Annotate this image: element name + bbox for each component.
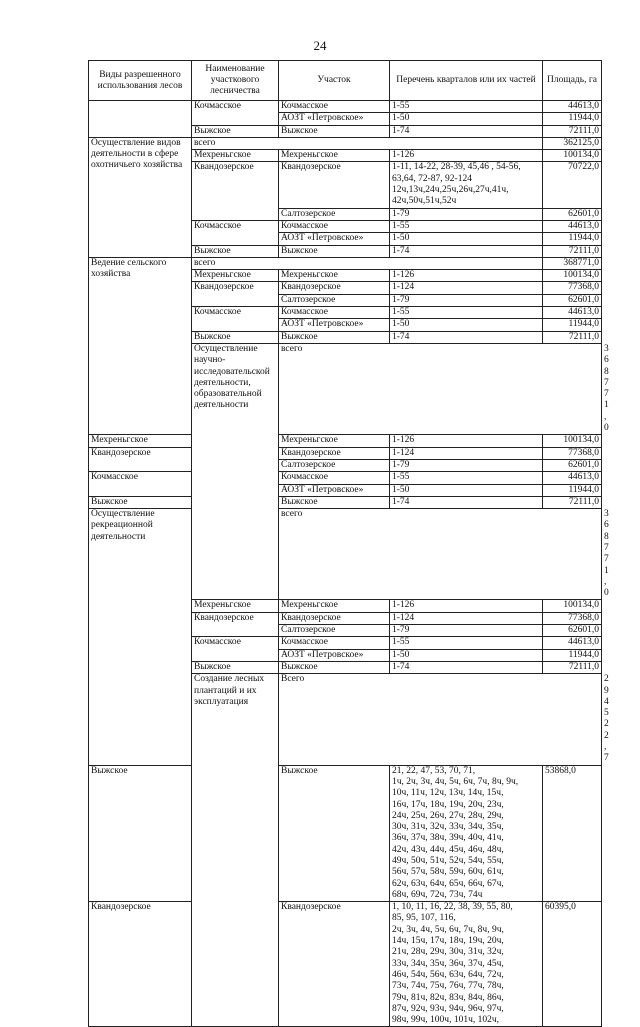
area-cell: 11944,0 bbox=[543, 233, 602, 245]
quarters-line: 1-124 bbox=[392, 282, 415, 293]
area-cell: 100134,0 bbox=[543, 435, 602, 447]
forestry-cell: Мехреньгское bbox=[192, 270, 279, 282]
area-cell: 11944,0 bbox=[543, 319, 602, 331]
quarters-line: 42ч,50ч,51ч,52ч bbox=[392, 196, 457, 207]
quarters-line: 73ч, 74ч, 75ч, 76ч, 77ч, 78ч, bbox=[392, 981, 504, 992]
quarters-line: 49ч, 50ч, 51ч, 52ч, 54ч, 55ч, bbox=[392, 856, 504, 866]
quarters-line: 1-55 bbox=[392, 307, 410, 318]
quarters-cell bbox=[390, 472, 543, 484]
quarters-cell bbox=[390, 282, 543, 294]
plot-cell: Кочмасское bbox=[279, 101, 390, 113]
table-row bbox=[89, 257, 602, 269]
quarters-cell bbox=[390, 101, 543, 113]
quarters-line: 98ч, 99ч, 100ч, 101ч, 102ч, bbox=[392, 1015, 500, 1026]
quarters-line: 1-55 bbox=[392, 220, 410, 231]
area-cell: 44613,0 bbox=[543, 101, 602, 113]
forestry-cell: Мехреньгское bbox=[192, 150, 279, 162]
total-label-cell: всего bbox=[192, 137, 543, 149]
table-header-row bbox=[89, 61, 602, 101]
use-type-cell bbox=[89, 101, 192, 138]
quarters-line: 1-74 bbox=[392, 496, 410, 507]
plot-cell: Квандозерское bbox=[279, 162, 390, 208]
quarters-line: 33ч, 34ч, 35ч, 36ч, 37ч, 45ч, bbox=[392, 958, 504, 969]
area-cell: 100134,0 bbox=[543, 600, 602, 612]
forestry-cell: Выжское bbox=[192, 661, 279, 673]
use-type-cell: Создание лесных плантаций и их эксплуатация bbox=[192, 674, 279, 1027]
quarters-line: 1-79 bbox=[392, 294, 410, 305]
plot-cell: Салтозерское bbox=[279, 625, 390, 637]
quarters-cell bbox=[390, 459, 543, 471]
table-row bbox=[89, 101, 602, 113]
quarters-line: 30ч, 31ч, 32ч, 33ч, 34ч, 35ч, bbox=[392, 822, 504, 833]
area-cell: 44613,0 bbox=[543, 472, 602, 484]
plot-cell: Мехреньгское bbox=[279, 150, 390, 162]
quarters-line: 1-11, 14-22, 28-39, 45,46 , 54-56, bbox=[392, 162, 521, 173]
quarters-line: 2ч, 3ч, 4ч, 5ч, 6ч, 7ч, 8ч, 9ч, bbox=[392, 924, 504, 935]
table-row bbox=[89, 765, 602, 902]
plot-cell: Квандозерское bbox=[279, 612, 390, 624]
forestry-cell: Кочмасское bbox=[192, 637, 279, 662]
quarters-line: 1-50 bbox=[392, 484, 410, 495]
forestry-cell: Квандозерское bbox=[192, 282, 279, 307]
plot-cell: Выжское bbox=[279, 331, 390, 343]
quarters-line: 1-124 bbox=[392, 612, 415, 623]
quarters-cell bbox=[390, 600, 543, 612]
area-cell: 77368,0 bbox=[543, 612, 602, 624]
quarters-line: 1-55 bbox=[392, 472, 410, 483]
quarters-line: 21, 22, 47, 53, 70, 71, bbox=[392, 765, 476, 776]
total-label-cell: всего bbox=[279, 343, 602, 434]
forestry-cell: Выжское bbox=[192, 331, 279, 343]
header-forestry: Наименование участкового лесничества bbox=[192, 61, 279, 101]
plot-cell: Квандозерское bbox=[279, 447, 390, 459]
page-number: 24 bbox=[313, 38, 327, 53]
forestry-cell: Квандозерское bbox=[89, 447, 192, 472]
plot-cell: АОЗТ «Петровское» bbox=[279, 649, 390, 661]
quarters-cell bbox=[390, 150, 543, 162]
quarters-line: 1-79 bbox=[392, 625, 410, 636]
plot-cell: Кочмасское bbox=[279, 220, 390, 232]
plot-cell: Мехреньгское bbox=[279, 435, 390, 447]
forestry-cell: Мехреньгское bbox=[89, 435, 192, 447]
plot-cell: Кочмасское bbox=[279, 637, 390, 649]
plot-cell: Мехреньгское bbox=[279, 270, 390, 282]
area-cell: 44613,0 bbox=[543, 637, 602, 649]
area-cell: 72111,0 bbox=[543, 331, 602, 343]
area-cell: 11944,0 bbox=[543, 484, 602, 496]
quarters-line: 1-126 bbox=[392, 435, 415, 446]
area-cell: 44613,0 bbox=[543, 307, 602, 319]
area-cell: 62601,0 bbox=[543, 459, 602, 471]
quarters-line: 46ч, 54ч, 56ч, 63ч, 64ч, 72ч, bbox=[392, 969, 504, 980]
quarters-line: 1-79 bbox=[392, 208, 410, 219]
quarters-line: 1-55 bbox=[392, 101, 410, 111]
quarters-line: 87ч, 92ч, 93ч, 94ч, 96ч, 97ч, bbox=[392, 1003, 504, 1014]
quarters-cell bbox=[390, 612, 543, 624]
header-area: Площадь, га bbox=[543, 61, 602, 101]
area-cell: 362125,0 bbox=[543, 137, 602, 149]
plot-cell: Мехреньгское bbox=[279, 600, 390, 612]
forestry-cell: Кочмасское bbox=[192, 307, 279, 332]
plot-cell: Квандозерское bbox=[279, 902, 390, 1027]
quarters-line: 1-124 bbox=[392, 447, 415, 458]
quarters-line: 62ч, 63ч, 64ч, 65ч, 66ч, 67ч, bbox=[392, 878, 504, 889]
quarters-line: 79ч, 81ч, 82ч, 83ч, 84ч, 86ч, bbox=[392, 992, 504, 1003]
total-label-cell: всего bbox=[279, 509, 602, 600]
area-cell: 72111,0 bbox=[543, 245, 602, 257]
plot-cell: Кочмасское bbox=[279, 307, 390, 319]
table-row: Осуществление научно-исследовательской деятельности, образовательной деятельности всего 368771,0 bbox=[89, 343, 602, 434]
quarters-cell bbox=[390, 902, 543, 1027]
quarters-line: 10ч, 11ч, 12ч, 13ч, 14ч, 15ч, bbox=[392, 788, 504, 799]
area-cell: 100134,0 bbox=[543, 150, 602, 162]
quarters-cell bbox=[390, 331, 543, 343]
area-cell: 77368,0 bbox=[543, 447, 602, 459]
quarters-cell bbox=[390, 294, 543, 306]
plot-cell: АОЗТ «Петровское» bbox=[279, 484, 390, 496]
quarters-line: 1-74 bbox=[392, 331, 410, 342]
quarters-line: 1-126 bbox=[392, 600, 415, 611]
plot-cell: АОЗТ «Петровское» bbox=[279, 319, 390, 331]
header-use: Виды разрешенного использования лесов bbox=[89, 61, 192, 101]
plot-cell: Салтозерское bbox=[279, 294, 390, 306]
area-cell: 72111,0 bbox=[543, 661, 602, 673]
quarters-cell bbox=[390, 484, 543, 496]
area-cell: 62601,0 bbox=[543, 294, 602, 306]
header-quarters: Перечень кварталов или их частей bbox=[390, 61, 543, 101]
quarters-line: 85, 95, 107, 116, bbox=[392, 913, 456, 924]
quarters-line: 1-74 bbox=[392, 245, 410, 256]
forestry-cell: Выжское bbox=[192, 245, 279, 257]
forestry-cell: Квандозерское bbox=[89, 902, 192, 1027]
plot-cell: Кочмасское bbox=[279, 472, 390, 484]
quarters-cell bbox=[390, 125, 543, 137]
area-cell: 62601,0 bbox=[543, 208, 602, 220]
forestry-cell: Квандозерское bbox=[192, 162, 279, 220]
area-cell: 368771,0 bbox=[543, 257, 602, 269]
forestry-cell: Квандозерское bbox=[192, 612, 279, 637]
quarters-line: 12ч,13ч,24ч,25ч,26ч,27ч,41ч, bbox=[392, 185, 509, 196]
quarters-cell bbox=[390, 113, 543, 125]
quarters-cell bbox=[390, 447, 543, 459]
plot-cell: Выжское bbox=[279, 765, 390, 902]
forestry-cell: Кочмасское bbox=[192, 220, 279, 245]
quarters-line: 1-50 bbox=[392, 319, 410, 330]
plot-cell: Выжское bbox=[279, 661, 390, 673]
plot-cell: Салтозерское bbox=[279, 208, 390, 220]
table-row bbox=[89, 435, 602, 447]
plot-cell: Выжское bbox=[279, 496, 390, 508]
quarters-line: 36ч, 37ч, 38ч, 39ч, 40ч, 41ч, bbox=[392, 833, 504, 844]
plot-cell: Выжское bbox=[279, 245, 390, 257]
use-type-cell: Осуществление научно-исследовательской деятельности, образовательной деятельности bbox=[192, 343, 279, 600]
area-cell: 77368,0 bbox=[543, 282, 602, 294]
quarters-cell bbox=[390, 496, 543, 508]
quarters-line: 1, 10, 11, 16, 22, 38, 39, 55, 80, bbox=[392, 902, 513, 913]
table-row bbox=[89, 472, 602, 484]
area-cell: 11944,0 bbox=[543, 649, 602, 661]
use-type-cell: Осуществление видов деятельности в сфере охотничьего хозяйства bbox=[89, 137, 192, 257]
quarters-cell bbox=[390, 637, 543, 649]
plot-cell: Выжское bbox=[279, 125, 390, 137]
table-row bbox=[89, 902, 602, 1027]
quarters-cell bbox=[390, 307, 543, 319]
quarters-line: 1-126 bbox=[392, 150, 415, 161]
header-plot: Участок bbox=[279, 61, 390, 101]
quarters-cell bbox=[390, 162, 543, 208]
quarters-line: 56ч, 57ч, 58ч, 59ч, 60ч, 61ч, bbox=[392, 867, 504, 878]
quarters-line: 24ч, 25ч, 26ч, 27ч, 28ч, 29ч, bbox=[392, 810, 504, 821]
quarters-line: 1-55 bbox=[392, 637, 410, 648]
quarters-line: 16ч, 17ч, 18ч, 19ч, 20ч, 23ч, bbox=[392, 799, 504, 810]
area-cell: 72111,0 bbox=[543, 125, 602, 137]
quarters-cell bbox=[390, 661, 543, 673]
table-row bbox=[89, 137, 602, 149]
quarters-cell bbox=[390, 319, 543, 331]
area-cell: 72111,0 bbox=[543, 496, 602, 508]
table-row: Осуществление рекреационной деятельности всего 368771,0 bbox=[89, 509, 602, 600]
quarters-cell bbox=[390, 233, 543, 245]
quarters-cell bbox=[390, 270, 543, 282]
plot-cell: АОЗТ «Петровское» bbox=[279, 113, 390, 125]
forestry-cell: Выжское bbox=[89, 765, 192, 902]
table-body bbox=[89, 101, 609, 1027]
quarters-line: 1ч, 2ч, 3ч, 4ч, 5ч, 6ч, 7ч, 8ч, 9ч, bbox=[392, 776, 519, 787]
forestry-cell: Кочмасское bbox=[89, 472, 192, 497]
forestry-cell: Кочмасское bbox=[192, 101, 279, 126]
use-type-cell: Осуществление рекреационной деятельности bbox=[89, 509, 192, 766]
quarters-line: 63,64, 72-87, 92-124 bbox=[392, 173, 472, 184]
quarters-line: 14ч, 15ч, 17ч, 18ч, 19ч, 20ч, bbox=[392, 936, 504, 947]
quarters-cell bbox=[390, 220, 543, 232]
quarters-cell bbox=[390, 625, 543, 637]
forestry-cell: Выжское bbox=[192, 125, 279, 137]
quarters-line: 1-74 bbox=[392, 661, 410, 672]
quarters-line: 1-126 bbox=[392, 270, 415, 281]
area-cell: 44613,0 bbox=[543, 220, 602, 232]
quarters-cell bbox=[390, 649, 543, 661]
plot-cell: АОЗТ «Петровское» bbox=[279, 233, 390, 245]
table-row: Создание лесных плантаций и их эксплуатация Всего 294522,7 bbox=[89, 674, 602, 765]
area-cell: 62601,0 bbox=[543, 625, 602, 637]
quarters-line: 42ч, 43ч, 44ч, 45ч, 46ч, 48ч, bbox=[392, 844, 504, 855]
forestry-cell: Выжское bbox=[89, 496, 192, 508]
quarters-line: 1-50 bbox=[392, 113, 410, 124]
total-label-cell: всего bbox=[192, 257, 543, 269]
plot-cell: Квандозерское bbox=[279, 282, 390, 294]
quarters-line: 68ч, 69ч, 72ч, 73ч, 74ч bbox=[392, 889, 483, 900]
quarters-line: 21ч, 28ч, 29ч, 30ч, 31ч, 32ч, bbox=[392, 947, 504, 958]
quarters-cell bbox=[390, 245, 543, 257]
table-row bbox=[89, 447, 602, 459]
plot-cell: Салтозерское bbox=[279, 459, 390, 471]
table-row bbox=[89, 496, 602, 508]
area-cell: 11944,0 bbox=[543, 113, 602, 125]
total-label-cell: Всего bbox=[279, 674, 602, 765]
area-cell: 60395,0 bbox=[543, 902, 602, 1027]
forest-use-table bbox=[88, 60, 609, 1027]
quarters-line: 1-50 bbox=[392, 649, 410, 660]
use-type-cell: Ведение сельского хозяйства bbox=[89, 257, 192, 434]
forestry-cell: Мехреньгское bbox=[192, 600, 279, 612]
quarters-cell bbox=[390, 765, 543, 902]
quarters-line: 1-50 bbox=[392, 233, 410, 244]
quarters-line: 1-79 bbox=[392, 459, 410, 470]
area-cell: 100134,0 bbox=[543, 270, 602, 282]
quarters-cell bbox=[390, 208, 543, 220]
quarters-line: 1-74 bbox=[392, 125, 410, 136]
quarters-cell bbox=[390, 435, 543, 447]
area-cell: 53868,0 bbox=[543, 765, 602, 902]
area-cell: 70722,0 bbox=[543, 162, 602, 208]
